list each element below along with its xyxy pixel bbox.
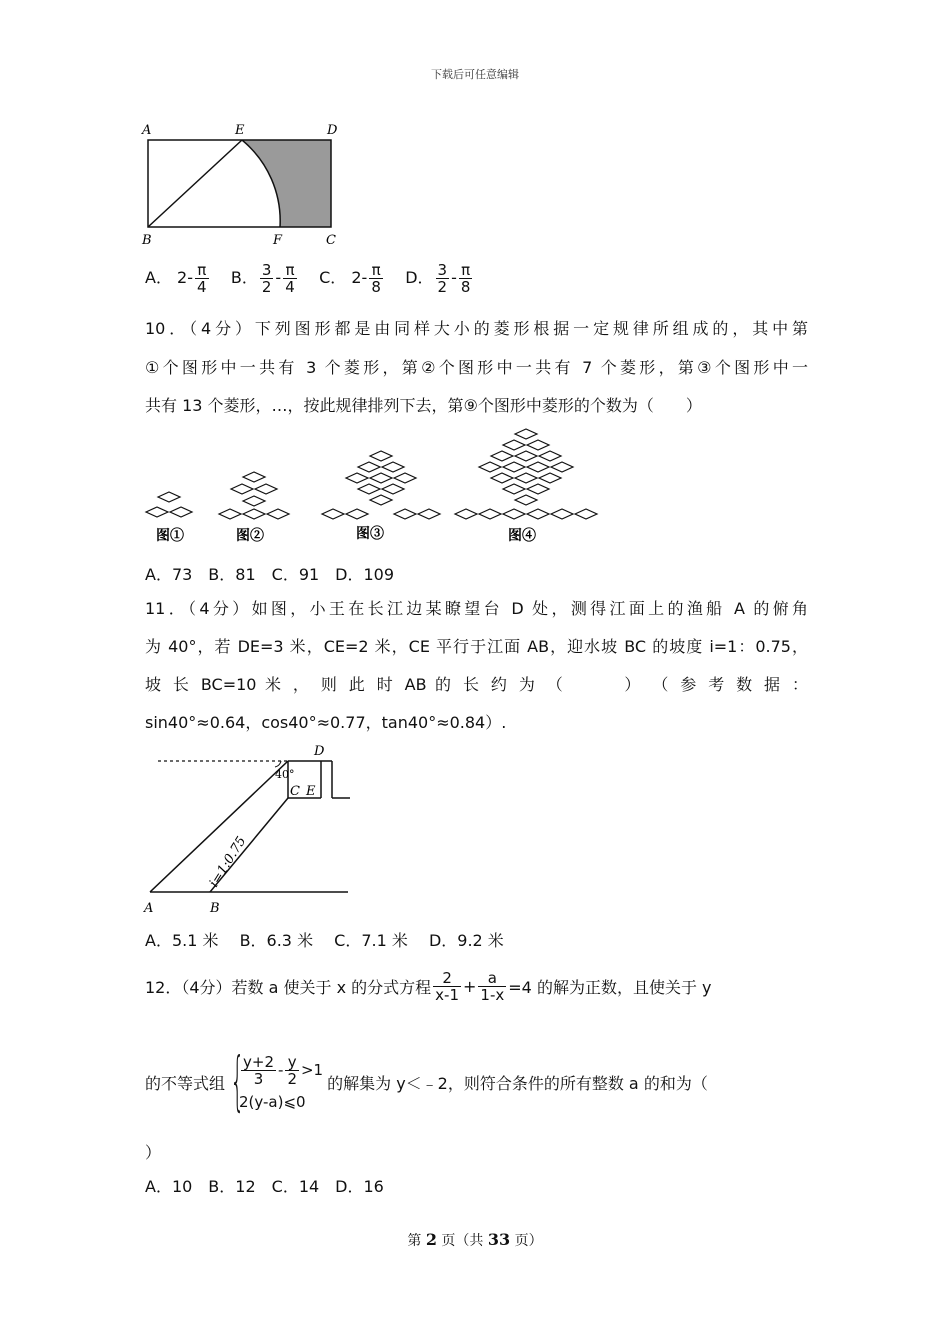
page-footer: 第 2 页（共 33 页） <box>407 1230 543 1249</box>
q11-figure <box>138 740 358 918</box>
q11-options: A．5.1 米 B．6.3 米 C．7.1 米 D．9.2 米 <box>145 931 504 950</box>
label-e: E <box>235 123 245 138</box>
label-d: D <box>327 123 338 138</box>
q9-figure <box>138 120 348 250</box>
fig-label-4: 图④ <box>508 528 536 544</box>
q9-options <box>145 262 474 295</box>
label-a: A <box>144 901 154 916</box>
q11-line-4: sin40°≈0.64，cos40°≈0.77，tan40°≈0.84）. <box>145 713 507 732</box>
q12-close: ） <box>145 1143 162 1162</box>
q9-option-d: D． $\frac{3}{2}$ - $\frac{\pi}{8}$ <box>405 261 471 296</box>
fig-label-1: 图① <box>156 528 184 544</box>
fig-label-3: 图③ <box>356 526 384 542</box>
fig-label-2: 图② <box>236 528 264 544</box>
q10-line-2: ①个图形中一共有 3 个菱形，第②个图形中一共有 7 个菱形，第③个图形中一 <box>145 358 808 377</box>
q10-line-3: 共有 13 个菱形，…，按此规律排列下去，第⑨个图形中菱形的个数为（ ） <box>145 396 702 415</box>
label-c: C <box>290 784 300 799</box>
q11-line-1: 11．（4分）如图，小王在长江边某瞭望台 D 处，测得江面上的渔船 A 的俯角 <box>145 599 808 618</box>
figure-2 <box>219 472 289 519</box>
label-40deg: 40° <box>275 768 295 781</box>
label-d: D <box>314 744 325 759</box>
label-b: B <box>210 901 220 916</box>
q9-option-c: C． 2- $\frac{\pi}{8}$ <box>319 261 381 296</box>
label-a: A <box>142 123 152 138</box>
brace-icon: { <box>230 1045 245 1119</box>
q12-line-1: 12．（4分）若数 a 使关于 x 的分式方程 $\frac{2}{x-1}$ + $\frac{a}{1-x}$ =4 的解为正数，且使关于 y <box>145 969 712 1004</box>
q12-ineq-post: 的解集为 y＜﹣2，则符合条件的所有整数 a 的和为（ <box>327 1073 708 1093</box>
q12-line-2: 的不等式组 { $\frac{y+2}{3}$ - $\frac{y}{2}$ >1 2(y-a)⩽0 的解集为 y＜﹣2，则符合条件的所有整数 a 的和为（ <box>145 1045 708 1119</box>
figure-3 <box>322 451 440 519</box>
label-slope: i=1:0.75 <box>206 834 250 891</box>
q12-suffix: =4 的解为正数，且使关于 y <box>508 978 712 997</box>
q10-options: A．73 B．81 C．91 D．109 <box>145 565 395 584</box>
q11-line-3: 坡 长 BC=10 米 ， 则 此 时 AB 的 长 约 为 （ ） （ 参 考 数 据 ： <box>145 675 808 694</box>
q11-line-2: 为 40°，若 DE=3 米，CE=2 米，CE 平行于江面 AB，迎水坡 BC 的坡度 i=1：0.75， <box>145 637 808 656</box>
label-e: E <box>306 784 316 799</box>
figure-1 <box>146 492 192 517</box>
q12-options: A．10 B．12 C．14 D．16 <box>145 1177 384 1196</box>
figure-4 <box>455 429 597 519</box>
q10-line-1: 10．（4分）下列图形都是由同样大小的菱形根据一定规律所组成的，其中第 <box>145 319 808 338</box>
inequality-system: $\frac{y+2}{3}$ - $\frac{y}{2}$ >1 2(y-a)⩽0 <box>239 1052 324 1111</box>
q9-option-b: B． $\frac{3}{2}$ - $\frac{\pi}{4}$ <box>230 261 295 296</box>
label-f: F <box>273 233 283 248</box>
q12-prefix: 12．（4分）若数 a 使关于 x 的分式方程 <box>145 978 432 997</box>
segment-be <box>148 140 242 227</box>
label-b: B <box>142 233 152 248</box>
q10-rhombus-figures <box>138 422 608 550</box>
q9-option-a: A． 2- $\frac{\pi}{4}$ <box>145 261 207 296</box>
page-header: 下载后可任意编辑 <box>431 68 519 81</box>
label-c: C <box>326 233 336 248</box>
